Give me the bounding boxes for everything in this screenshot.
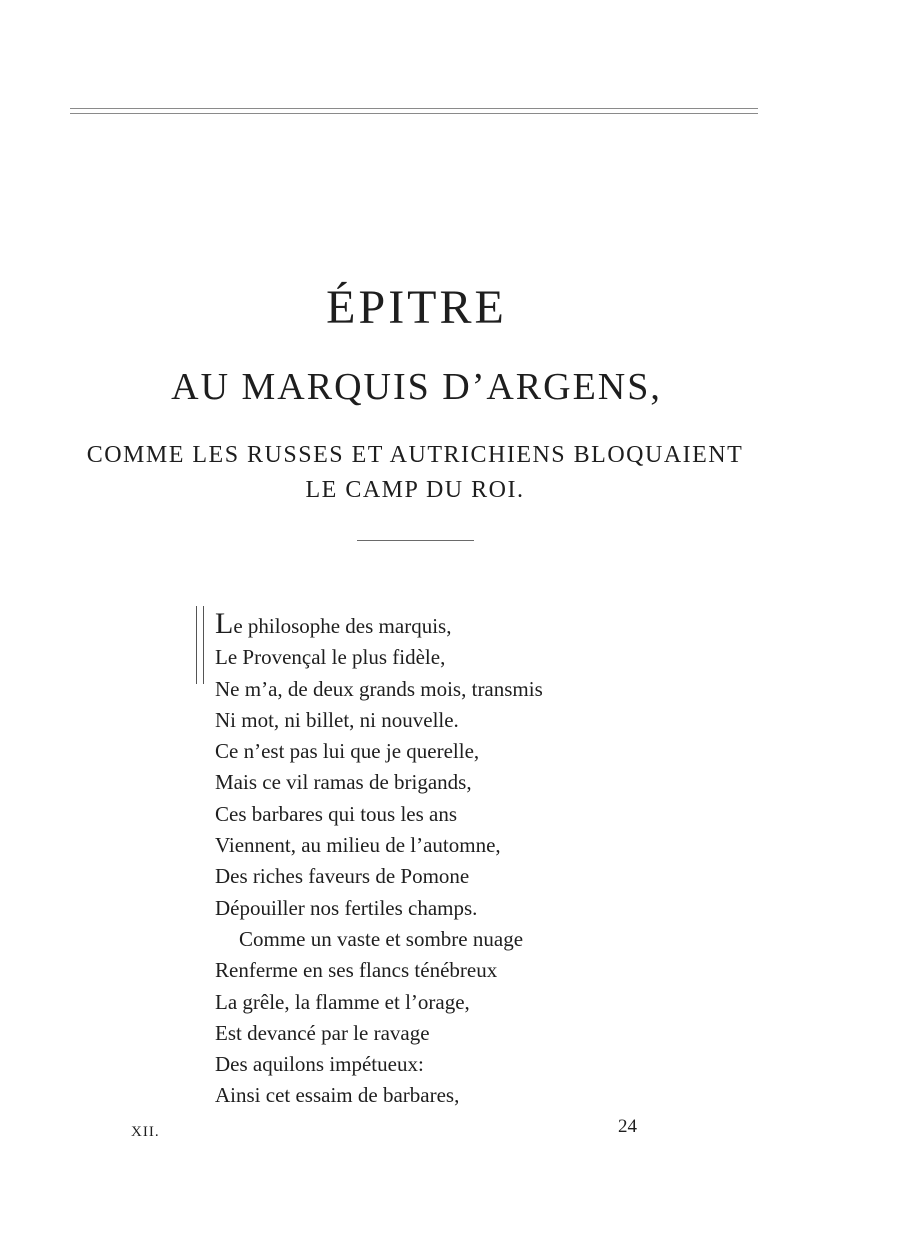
poem — [215, 608, 543, 1112]
caption-line: COMME LES RUSSES ET AUTRICHIENS BLOQUAIENT — [86, 442, 744, 468]
poem-line: Dépouiller nos fertiles champs. — [215, 895, 478, 920]
poem-line — [215, 608, 543, 642]
page-title: ÉPITRE — [326, 281, 507, 334]
section-divider — [357, 540, 474, 541]
signature-mark: 24 — [618, 1116, 637, 1137]
poem-line: La grêle, la flamme et l’orage, — [215, 989, 470, 1014]
volume-number: XII. — [131, 1124, 160, 1140]
poem-line: Viennent, au milieu de l’automne, — [215, 833, 501, 858]
poem-line: Des aquilons impétueux: — [215, 1052, 424, 1077]
poem-line: Renferme en ses flancs ténébreux — [215, 958, 498, 983]
poem-line-text: e philosophe des marquis, — [233, 614, 452, 638]
caption-line: LE CAMP DU ROI. — [305, 477, 525, 503]
poem-line: Mais ce vil ramas de brigands, — [215, 770, 472, 795]
poem-line: Ni mot, ni billet, ni nouvelle. — [215, 707, 459, 732]
poem-line: Comme un vaste et sombre nuage — [239, 926, 524, 951]
poem-line: Des riches faveurs de Pomone — [215, 864, 470, 889]
poem-line: Ainsi cet essaim de barbares, — [215, 1083, 460, 1108]
poem-line: Ces barbares qui tous les ans — [215, 801, 458, 826]
initial-letter: L — [215, 607, 234, 640]
margin-mark — [196, 606, 204, 684]
top-double-rule — [70, 108, 758, 114]
poem-line: Le Provençal le plus fidèle, — [215, 645, 446, 670]
poem-line: Est devancé par le ravage — [215, 1020, 430, 1045]
caption — [0, 438, 830, 508]
page-subtitle: AU MARQUIS D’ARGENS, — [171, 366, 662, 408]
poem-line: Ne m’a, de deux grands mois, transmis — [215, 676, 543, 701]
poem-line: Ce n’est pas lui que je querelle, — [215, 739, 480, 764]
